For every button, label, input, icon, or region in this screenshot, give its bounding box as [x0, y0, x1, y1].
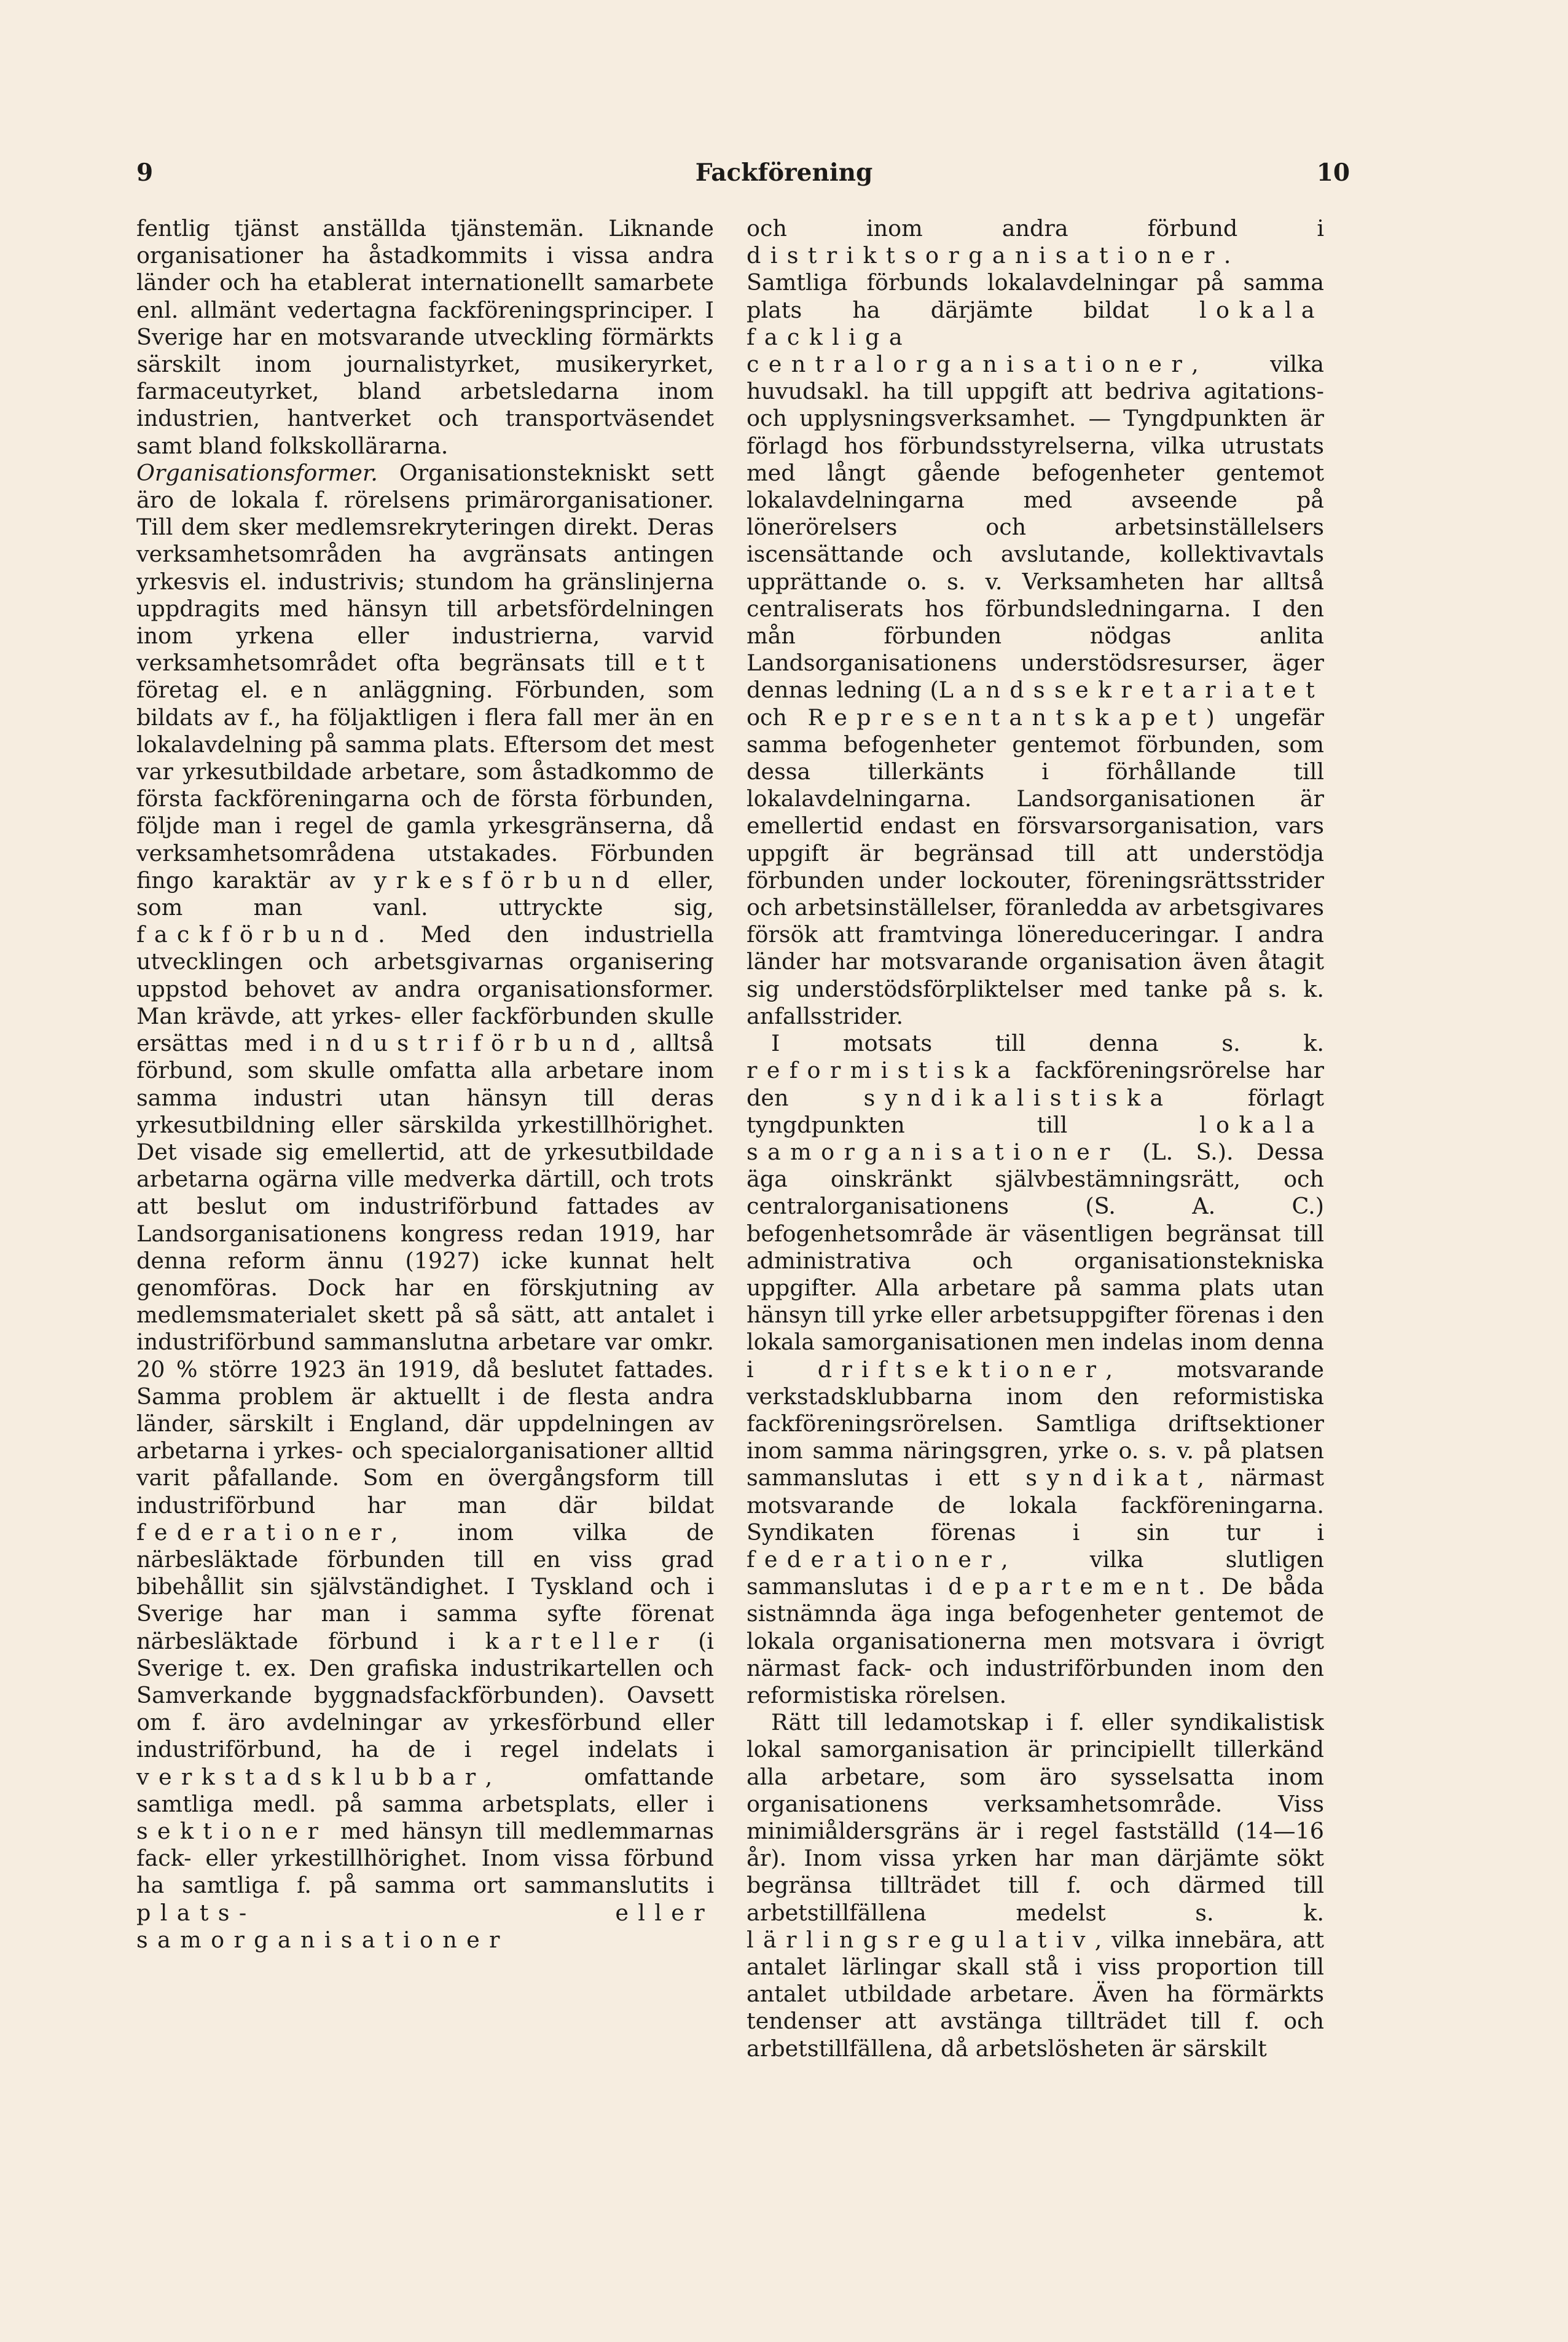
right-paragraph-2 [747, 1030, 1324, 1709]
spaced-term: sektioner [136, 1817, 328, 1844]
text-run: . Samtliga förbunds lokalavdelningar på samma plats ha därjämte bildat [747, 242, 1324, 323]
text-run: Organisationstekniskt sett äro de lokala f. rörelsens primärorganisationer. Till dem sker medlemsrekryteringen direkt. Deras verksamhetsområden ha avgränsats antingen yrkesvis el. industrivis; stundom ha gränslinjerna uppdragits med hänsyn till arbetsfördelningen inom yrkena eller industrierna, varvid verksamhetsområdet ofta begränsats till [136, 459, 714, 677]
text-run: , vilka slutligen sammanslutas i [747, 1546, 1324, 1600]
spaced-term: verkstadsklubbar [136, 1763, 485, 1790]
text-run: och inom andra förbund i [747, 215, 1324, 242]
spaced-term: industriförbund [308, 1030, 630, 1057]
spaced-term: yrkesförbund [374, 866, 639, 894]
right-column [747, 215, 1324, 2212]
spaced-term: karteller [485, 1627, 668, 1654]
text-run: . De båda sistnämnda äga inga befogenheter gentemot de lokala organisationerna men motsvara i övrigt närmast fack- och industriförbunden inom den reformistiska rörelsen. [747, 1573, 1324, 1708]
spaced-term: lokala samorganisationer [747, 1111, 1324, 1165]
left-column [136, 215, 714, 2212]
spaced-term: lokala fackliga centralorganisationer [747, 296, 1324, 378]
text-run: Rätt till ledamotskap i f. eller syndikalistisk lokal samorganisation är principiellt tillerkänd alla arbetare, som äro sysselsatta inom organisationens verksamhetsområde. Viss minimiåldersgräns är i regel fastställd (14—16 år). Inom vissa yrken har man därjämte sökt begränsa tillträdet till f. och därmed till arbetstillfällena medelst s. k. [747, 1709, 1324, 1926]
text-run: anläggning. Förbunden, som bildats av f., ha följaktligen i flera fall mer än en lokalavdelning på samma plats. Eftersom det mest var yrkesutbildade arbetare, som åstadkommo de första fackföreningarna och de första förbunden, följde man i regel de gamla yrkesgränserna, då verksamhetsområdena utstakades. Förbunden fingo karaktär av [136, 677, 714, 894]
spaced-term: lärlingsregulativ [747, 1926, 1095, 1953]
text-run: (i Sverige t. ex. Den grafiska industrikartellen och Samverkande byggnadsfackförbunden). Oavsett om f. äro avdelningar av yrkesförbund eller industriförbund, ha de i regel indelats i [136, 1627, 714, 1763]
spaced-term: Representantskapet [807, 704, 1206, 731]
spaced-term: Landssekretariatet [938, 677, 1324, 704]
left-paragraph-1 [136, 215, 714, 460]
right-paragraph-1 [747, 215, 1324, 1030]
text-run: och [747, 704, 808, 731]
text-run: , motsvarande verkstadsklubbarna inom den reformistiska fackföreningsrörelsen. Samtliga driftsektioner inom samma näringsgren, yrke o. s. v. på platsen sammanslutas i ett [747, 1356, 1324, 1491]
text-run: förlagt tyngdpunkten till [747, 1084, 1324, 1138]
text-run: , inom vilka de närbesläktade förbunden till en viss grad bibehållit sin självständighet. I Tyskland och i Sverige har man i samma syfte förenat närbesläktade förbund i [136, 1519, 714, 1654]
spaced-term: fackförbund [136, 921, 378, 948]
spaced-term: en [290, 677, 337, 704]
right-paragraph-3 [747, 1709, 1324, 2062]
page-header [0, 159, 1568, 195]
text-run: företag el. [136, 677, 291, 704]
spaced-term: federationer [136, 1519, 391, 1546]
text-run: , omfattande samtliga medl. på samma arbetsplats, eller i [136, 1763, 714, 1817]
text-run: , närmast motsvarande de lokala fackföreningarna. Syndikaten förenas i sin tur i [747, 1464, 1324, 1546]
text-run: (L. S.). Dessa äga oinskränkt självbestämningsrätt, och centralorganisationens (S. A. C.) befogenhetsområde är väsentligen begränsat till administrativa och organisationstekniska uppgifter. Alla arbetare på samma plats utan hänsyn till yrke eller arbetsuppgifter förenas i den lokala samorganisationen men indelas inom denna i [747, 1138, 1324, 1383]
left-paragraph-2 [136, 460, 714, 1954]
section-heading: Organisationsformer. [136, 459, 378, 486]
spaced-term: departement [948, 1573, 1198, 1600]
text-run: , vilka huvudsakl. ha till uppgift att bedriva agitations- och upplysningsverksamhet. — Tyngdpunkten är förlagd hos förbundsstyrelserna, vilka utrustats med långt gående befogenheter gentemot lokalavdelningarna med avseende på lönerörelsers och arbetsinställelsers iscensättande och avslutande, kollektivavtals upprättande o. s. v. Verksamheten har alltså centraliserats hos förbundsledningarna. I den mån förbunden nödgas anlita Landsorganisationens understödsresurser, äger dennas ledning ( [747, 351, 1324, 704]
text-run: fentlig tjänst anställda tjänstemän. Liknande organisationer ha åstadkommits i vissa andra länder och ha etablerat internationellt samarbete enl. allmänt vedertagna fackföreningsprinciper. I Sverige har en motsvarande utveckling förmärkts särskilt inom journalistyrket, musikeryrket, farmaceutyrket, bland arbetsledarna inom industrien, hantverket och transportväsendet samt bland folkskollärarna. [136, 215, 714, 459]
text-run: I motsats till denna s. k. [771, 1030, 1324, 1057]
page-number-left: 9 [136, 159, 154, 187]
spaced-term: syndikat [1025, 1464, 1198, 1491]
spaced-term: ett [654, 650, 714, 677]
text-run: , alltså förbund, som skulle omfatta alla arbetare inom samma industri utan hänsyn till deras yrkesutbildning eller särskilda yrkestillhörighet. Det visade sig emellertid, att de yrkesutbildade arbetarna ogärna ville medverka därtill, och trots att beslut om industriförbund fattades av Landsorganisationens kongress redan 1919, har denna reform ännu (1927) icke kunnat helt genomföras. Dock har en förskjutning av medlemsmaterialet skett på så sätt, att antalet i industriförbund sammanslutna arbetare var omkr. 20 % större 1923 än 1919, då beslutet fattades. Samma problem är aktuellt i de flesta andra länder, särskilt i England, där uppdelningen av arbetarna i yrkes- och specialorganisationer alltid varit påfallande. Som en övergångsform till industriförbund har man där bildat [136, 1030, 714, 1519]
running-title: Fackförening [695, 159, 873, 187]
spaced-term: reformistiska [747, 1057, 1021, 1084]
page-number-right: 10 [1316, 159, 1350, 187]
spaced-term: driftsektioner [817, 1356, 1106, 1383]
text-run: fackföreningsrörelse har den [747, 1057, 1324, 1111]
text-run: eller, som man vanl. uttryckte sig, [136, 866, 714, 921]
text-run: , vilka innebära, att antalet lärlingar skall stå i viss proportion till antalet utbildade arbetare. Även ha förmärkts tendenser att avstänga tillträdet till f. och arbetstillfällena, då arbetslösheten är särskilt [747, 1926, 1324, 2062]
text-run: . Med den industriella utvecklingen och arbetsgivarnas organisering uppstod behovet av andra organisationsformer. Man krävde, att yrkes- eller fackförbunden skulle ersättas med [136, 921, 714, 1057]
spaced-term: distriktsorganisationer [747, 242, 1224, 269]
spaced-term: syndikalistiska [863, 1084, 1173, 1111]
text-run: ) ungefär samma befogenheter gentemot förbunden, som dessa tillerkänts i förhållande till lokalavdelningarna. Landsorganisationen är emellertid endast en försvarsorganisation, vars uppgift är begränsad till att understödja förbunden under lockouter, föreningsrättsstrider och arbetsinställelser, föranledda av arbetsgivares försök att framtvinga lönereduceringar. I andra länder har motsvarande organisation även åtagit sig understödsförpliktelser med tanke på s. k. anfallsstrider. [747, 704, 1324, 1029]
spaced-term: plats- eller samorganisationer [136, 1899, 714, 1953]
text-run: med hänsyn till medlemmarnas fack- eller yrkestillhörighet. Inom vissa förbund ha samtliga f. på samma ort sammanslutits i [136, 1817, 714, 1899]
spaced-term: federationer [747, 1546, 1002, 1573]
